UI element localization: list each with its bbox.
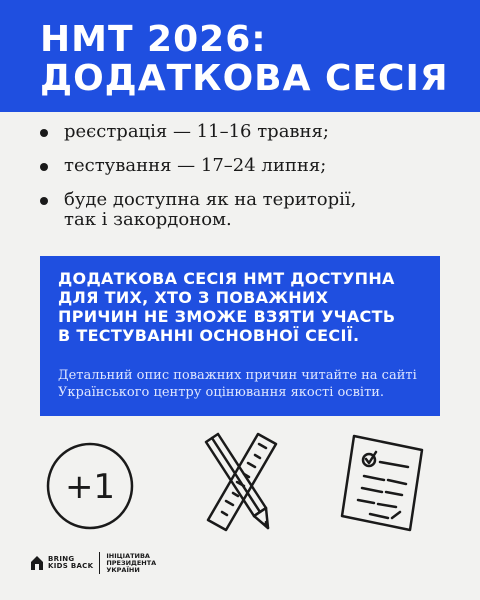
logo-line-1: BRING: [48, 555, 75, 563]
plus-one-circle-icon: [44, 440, 136, 532]
title-banner: [0, 0, 480, 112]
list-item-registration: [36, 122, 456, 142]
notice-detail-line-2: Українського центру оцінювання якості освіти.: [58, 385, 385, 400]
footer-divider: [99, 552, 100, 574]
notice-line-1: ДОДАТКОВА СЕСІЯ НМТ ДОСТУПНА: [58, 269, 395, 288]
title-line-1: НМТ 2026:: [40, 19, 267, 60]
bullet-dot-icon: [40, 197, 48, 205]
key-dates-list: [36, 122, 456, 244]
initiative-line-3: УКРАЇНИ: [106, 565, 140, 574]
list-item-testing: [36, 156, 456, 176]
notice-detail-line-1: Детальний опис поважних причин читайте на сайті: [58, 368, 417, 383]
title-line-2: ДОДАТКОВА СЕСІЯ: [40, 58, 449, 99]
list-item-text: реєстрація — 11–16 травня;: [64, 121, 329, 142]
notice-line-2: ДЛЯ ТИХ, ХТО З ПОВАЖНИХ: [58, 288, 329, 307]
presidential-initiative-label: [106, 553, 156, 574]
pencil-ruler-icon: [196, 430, 288, 536]
checklist-document-icon: [336, 428, 440, 536]
plus-one-text: +1: [64, 467, 116, 507]
list-item-location: [36, 190, 456, 230]
notice-line-3: ПРИЧИН НЕ ЗМОЖЕ ВЗЯТИ УЧАСТЬ: [58, 307, 396, 326]
initiative-line-1: ІНІЦІАТИВА: [106, 551, 150, 560]
bullet-dot-icon: [40, 129, 48, 137]
bullet-dot-icon: [40, 163, 48, 171]
house-icon: [30, 555, 44, 571]
notice-box: [40, 256, 440, 416]
notice-detail: [58, 367, 422, 401]
page-title: [40, 20, 449, 98]
footer-logos: [30, 548, 156, 578]
bring-kids-back-logo: [30, 555, 93, 571]
list-item-text-continued: так і закордоном.: [64, 209, 232, 230]
initiative-line-2: ПРЕЗИДЕНТА: [106, 558, 157, 567]
notice-line-4: В ТЕСТУВАННІ ОСНОВНОЇ СЕСІЇ.: [58, 326, 360, 345]
list-item-text: тестування — 17–24 липня;: [64, 155, 327, 176]
logo-line-2: KIDS BACK: [48, 562, 94, 570]
list-item-text: буде доступна як на території,: [64, 189, 357, 210]
logo-text: [48, 556, 93, 570]
notice-heading: [58, 269, 422, 345]
